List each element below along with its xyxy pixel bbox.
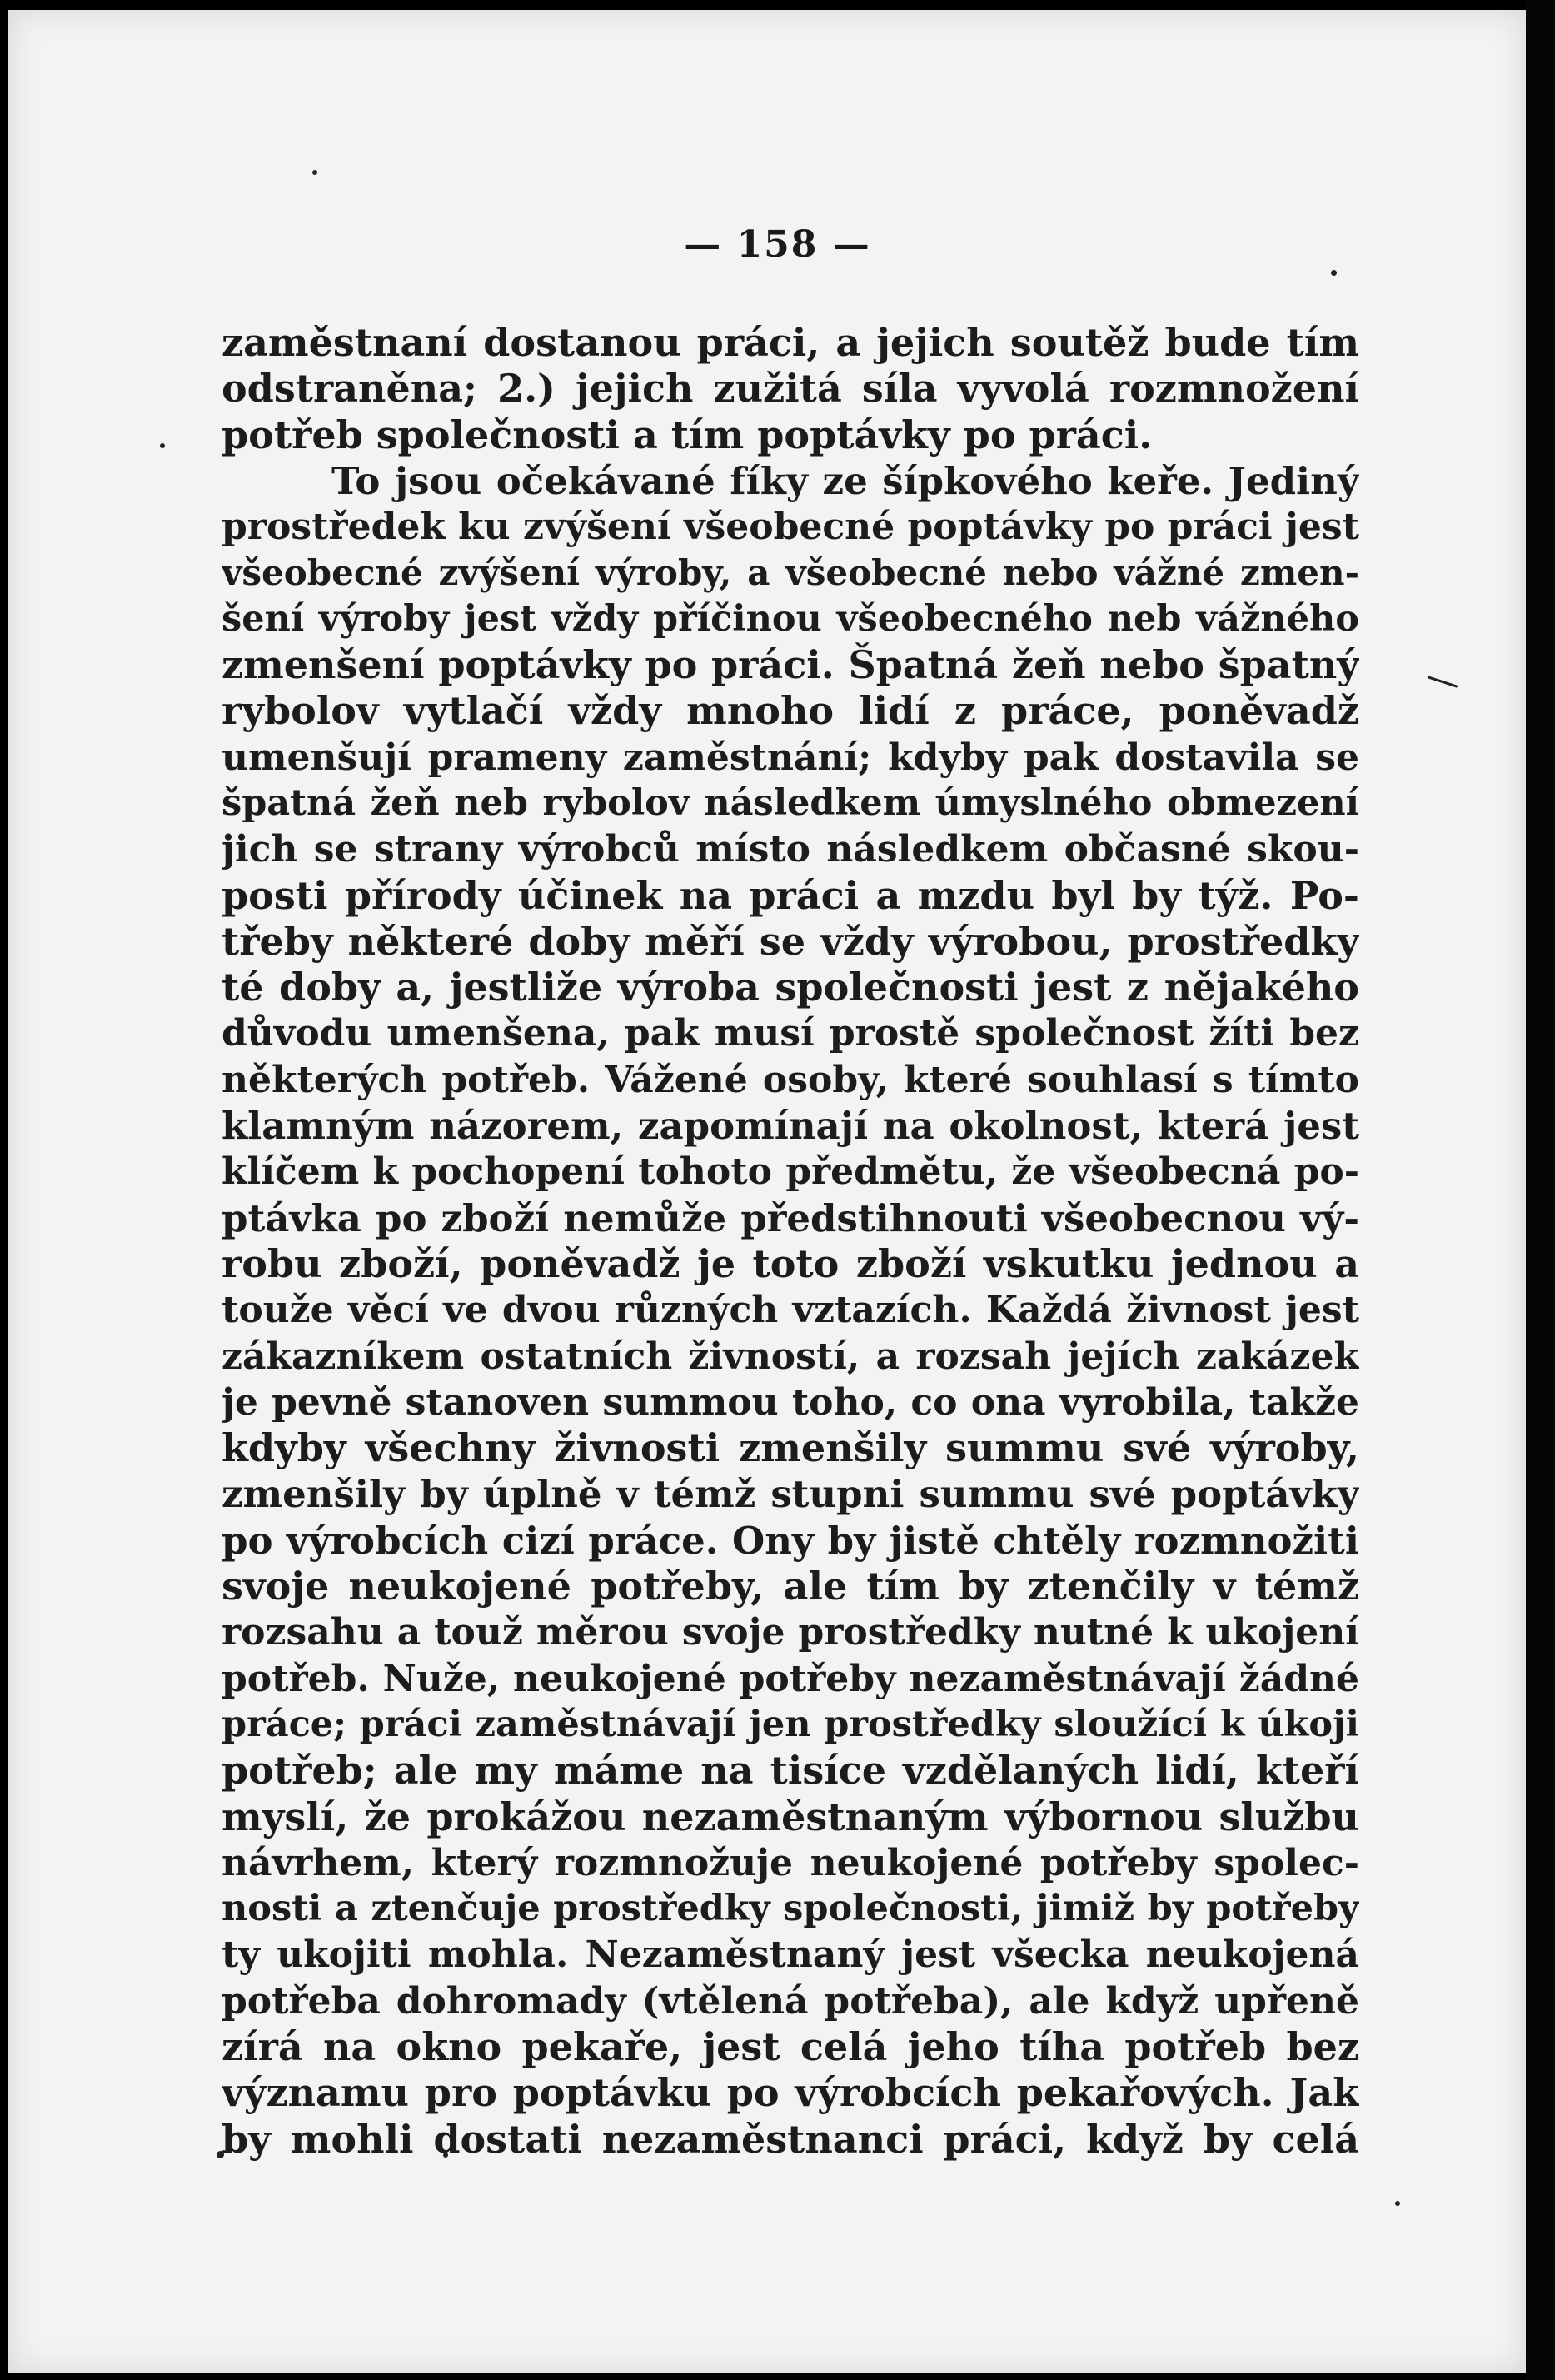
ink-speck <box>1331 270 1337 276</box>
text-line: robu zboží, poněvadž je toto zboží vskutku jednou a <box>222 1240 1359 1286</box>
text-line: jich se strany výrobců místo následkem občasné skou- <box>222 828 1359 871</box>
text-line: klíčem k pochopení tohoto předmětu, že všeobecná po- <box>222 1150 1359 1194</box>
text-line: ty ukojiti mohla. Nezaměstnaný jest všecka neukojená <box>222 1933 1359 1977</box>
text-line: té doby a, jestliže výroba společnosti jest z nějakého <box>222 965 1359 1010</box>
text-line: je pevně stanoven summou toho, co ona vyrobila, takže <box>222 1380 1359 1424</box>
text-line: důvodu umenšena, pak musí prostě společnost žíti bez <box>222 1012 1359 1055</box>
text-line: touže věcí ve dvou různých vztazích. Každá živnost jest <box>222 1289 1359 1332</box>
text-line: potřeb. Nuže, neukojené potřeby nezaměstnávají žádné <box>222 1657 1359 1700</box>
text-line: by mohli dostati nezaměstnanci práci, když by celá <box>222 2116 1359 2162</box>
margin-mark <box>1427 676 1458 688</box>
text-line: nosti a ztenčuje prostředky společnosti, jimiž by potřeby <box>222 1888 1359 1930</box>
paragraph-first-line: To jsou očekávané fíky ze šípkového keře. Jediný <box>331 458 1359 503</box>
page-edge-shadow <box>1526 0 1555 2380</box>
body-text <box>222 320 1359 2163</box>
text-line: umenšují prameny zaměstnání; kdyby pak dostavila se <box>222 736 1359 779</box>
ink-speck <box>160 443 165 448</box>
text-line: významu pro poptávku po výrobcích pekařových. Jak <box>222 2070 1359 2116</box>
ink-speck <box>312 170 317 175</box>
text-line: zmenšení poptávky po práci. Špatná žeň nebo špatný <box>222 642 1359 688</box>
text-line: svoje neukojené potřeby, ale tím by ztenčily v témž <box>222 1564 1359 1609</box>
text-line: třeby některé doby měří se vždy výrobou, prostředky <box>222 918 1359 964</box>
text-line: kdyby všechny živnosti zmenšily summu své výroby, <box>222 1425 1359 1471</box>
text-line: ptávka po zboží nemůže předstihnouti všeobecnou vý- <box>222 1195 1359 1240</box>
text-line: rybolov vytlačí vždy mnoho lidí z práce, poněvadž <box>222 688 1359 734</box>
text-line: posti přírody účinek na práci a mzdu byl by týž. Po- <box>222 872 1359 918</box>
text-line: potřeb; ale my máme na tisíce vzdělaných lidí, kteří <box>222 1748 1359 1794</box>
text-line: zákazníkem ostatních živností, a rozsah jejích zakázek <box>222 1335 1359 1378</box>
text-line: návrhem, který rozmnožuje neukojené potřeby spolec- <box>222 1841 1359 1884</box>
text-line: prostředek ku zvýšení všeobecné poptávky po práci jest <box>222 506 1359 549</box>
text-line: zírá na okno pekaře, jest celá jeho tíha potřeb bez <box>222 2023 1359 2069</box>
text-line: rozsahu a touž měrou svoje prostředky nutné k ukojení <box>222 1611 1359 1654</box>
text-line: práce; práci zaměstnávají jen prostředky sloužící k úkoji <box>222 1703 1359 1745</box>
text-line: šení výroby jest vždy příčinou všeobecného neb vážného <box>222 597 1359 640</box>
text-line: potřeba dohromady (vtělená potřeba), ale když upřeně <box>222 1979 1359 2023</box>
ink-speck <box>1395 2201 1400 2206</box>
text-line: odstraněna; 2.) jejich zužitá síla vyvolá rozmnožení <box>222 366 1359 412</box>
text-line: po výrobcích cizí práce. Ony by jistě chtěly rozmnožiti <box>222 1518 1359 1563</box>
text-line: některých potřeb. Vážené osoby, které souhlasí s tímto <box>222 1058 1359 1101</box>
text-line: špatná žeň neb rybolov následkem úmyslného obmezení <box>222 781 1359 824</box>
text-line: všeobecné zvýšení výroby, a všeobecné nebo vážné zmen- <box>222 552 1359 594</box>
text-line: potřeb společnosti a tím poptávky po práci. <box>222 412 1153 457</box>
text-line: myslí, že prokážou nezaměstnaným výbornou službu <box>222 1794 1359 1839</box>
text-line: zmenšily by úplně v témž stupni summu své poptávky <box>222 1472 1359 1517</box>
text-line: klamným názorem, zapomínají na okolnost, která jest <box>222 1104 1359 1149</box>
text-line: zaměstnaní dostanou práci, a jejich soutěž bude tím <box>222 320 1359 365</box>
page-number: — 158 — <box>684 223 871 266</box>
